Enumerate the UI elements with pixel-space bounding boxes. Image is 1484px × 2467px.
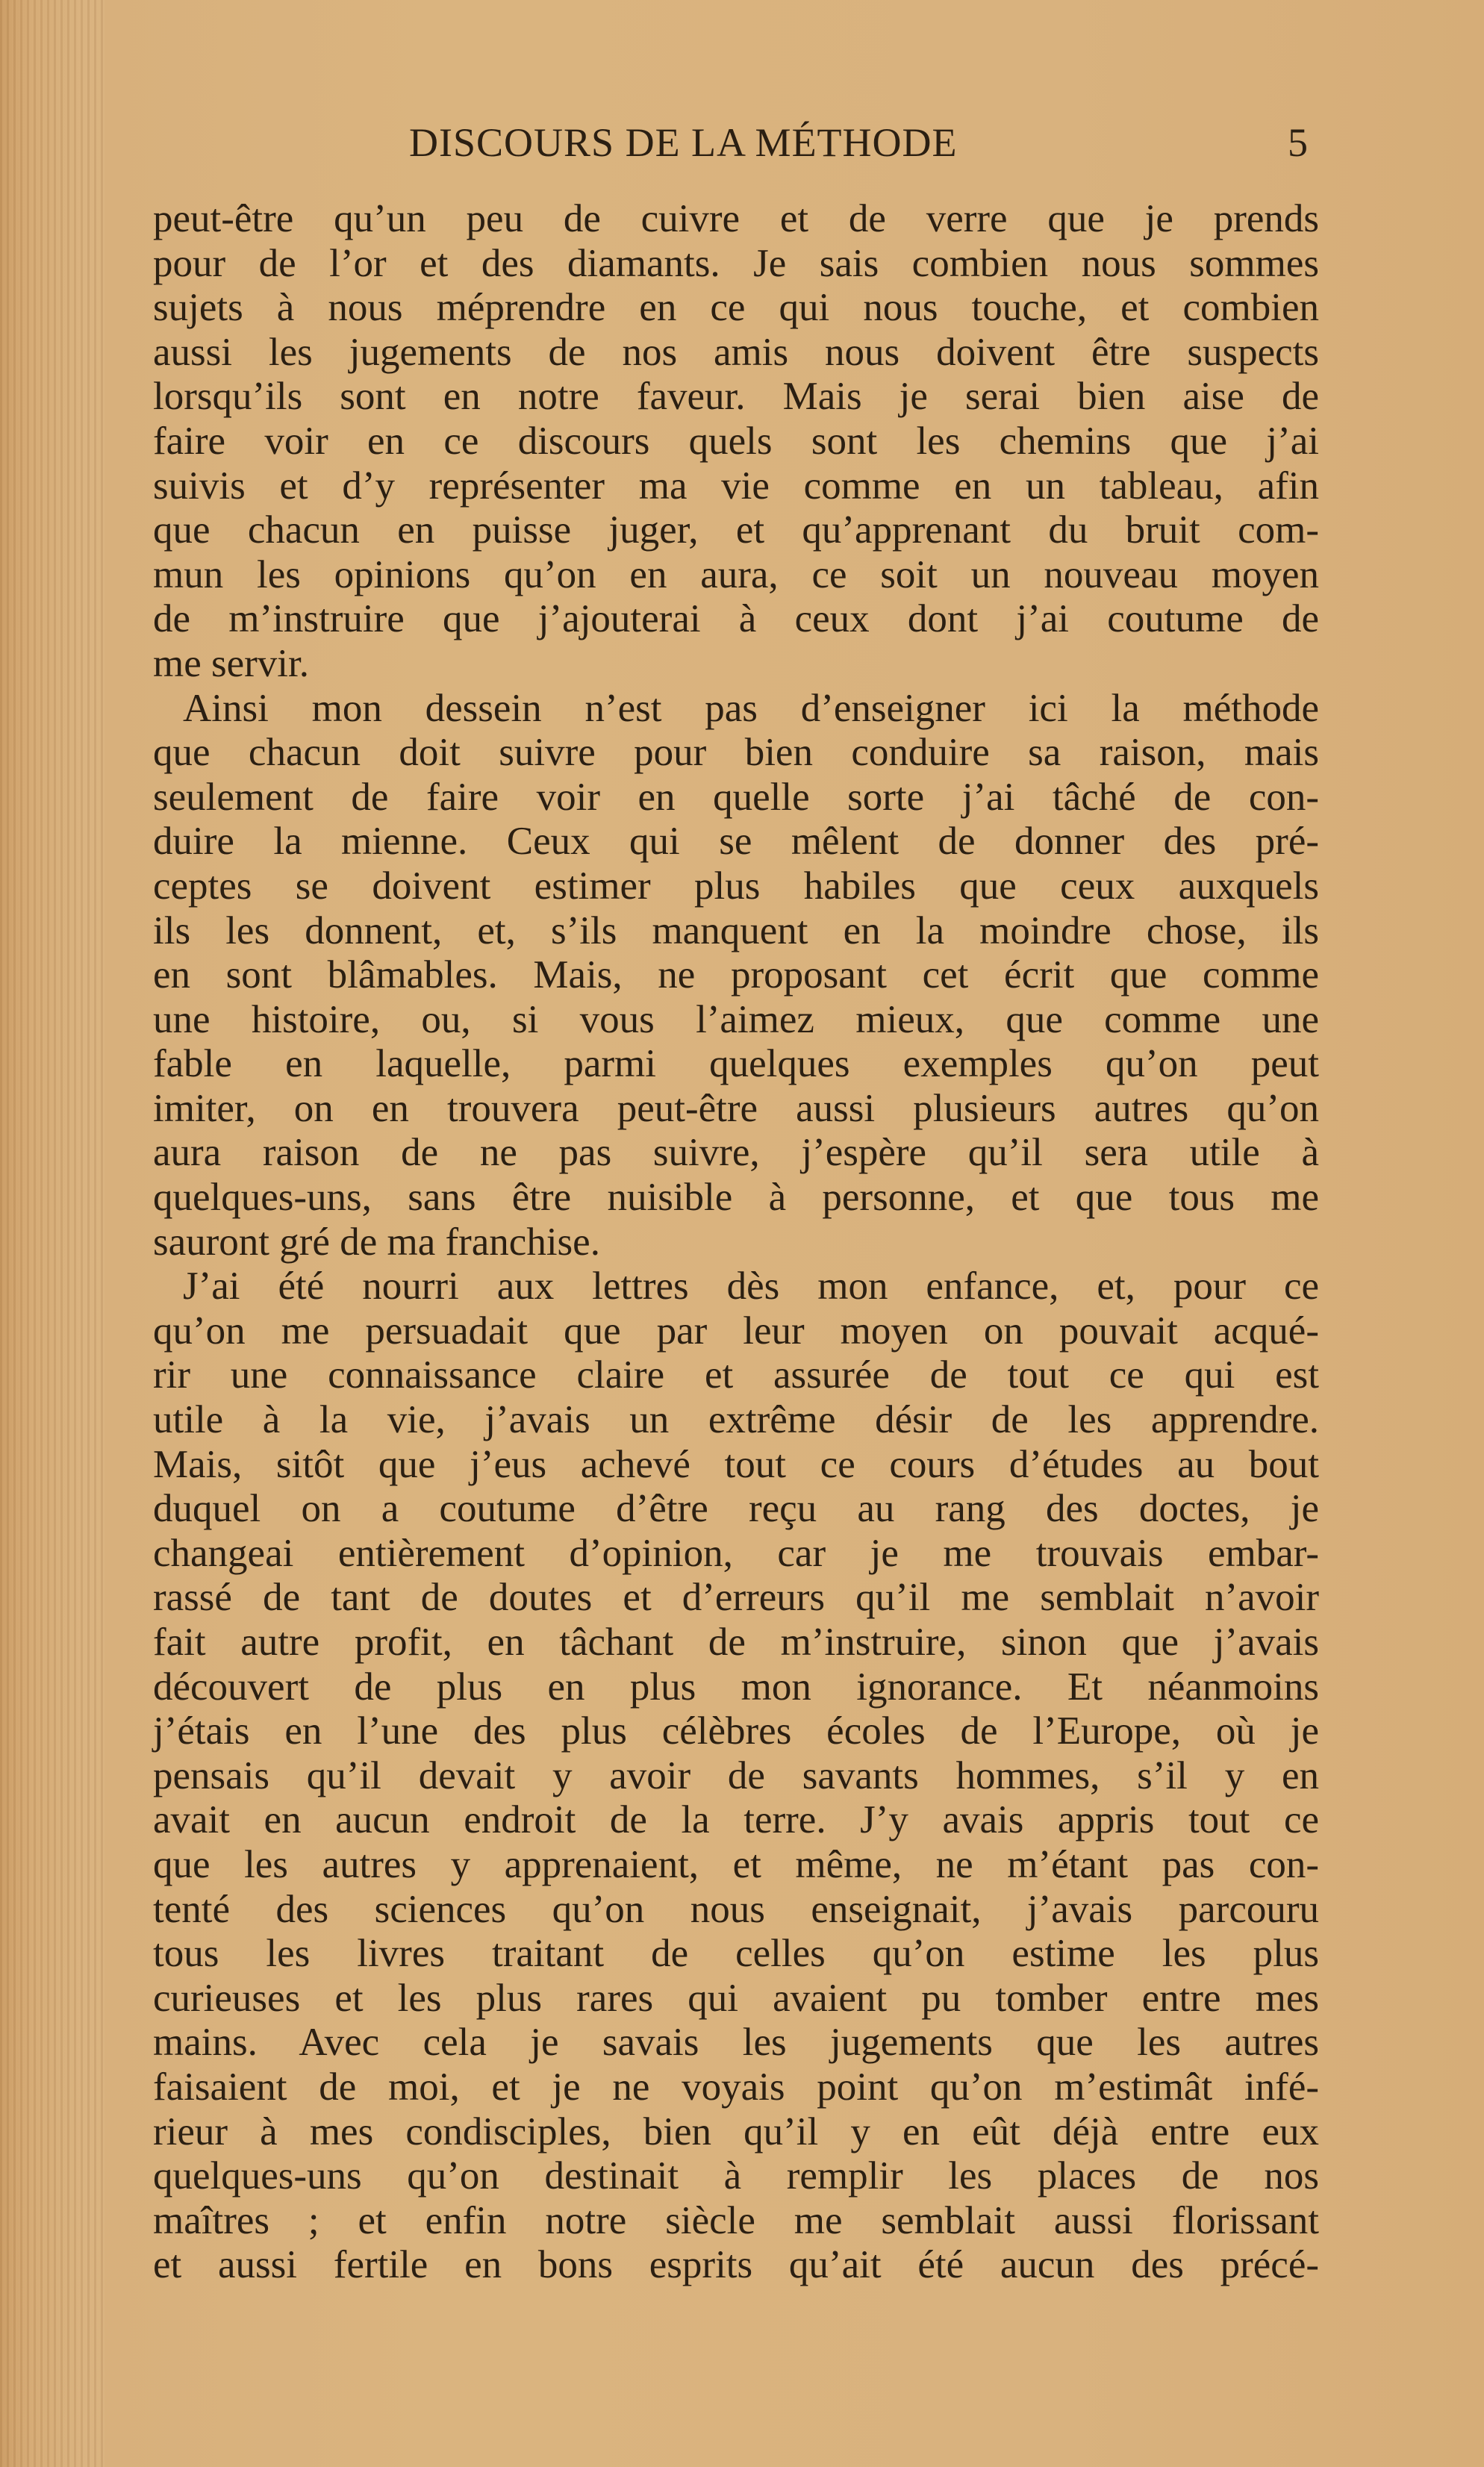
text-line: imiter, on en trouvera peut-être aussi plusieurs autres qu’on bbox=[153, 1086, 1319, 1130]
body-text bbox=[153, 197, 1319, 2288]
text-line: découvert de plus en plus mon ignorance. Et néanmoins bbox=[153, 1665, 1319, 1709]
text-line: et aussi fertile en bons esprits qu’ait été aucun des précé- bbox=[153, 2243, 1319, 2287]
text-line: duire la mienne. Ceux qui se mêlent de donner des pré- bbox=[153, 820, 1319, 864]
text-line: pensais qu’il devait y avoir de savants hommes, s’il y en bbox=[153, 1753, 1319, 1797]
text-line: Mais, sitôt que j’eus achevé tout ce cours d’études au bout bbox=[153, 1442, 1319, 1486]
text-line: faisaient de moi, et je ne voyais point qu’on m’estimât infé- bbox=[153, 2065, 1319, 2109]
text-line: tous les livres traitant de celles qu’on estime les plus bbox=[153, 1932, 1319, 1976]
text-line: duquel on a coutume d’être reçu au rang des doctes, je bbox=[153, 1487, 1319, 1531]
text-line: que les autres y apprenaient, et même, ne m’étant pas con- bbox=[153, 1842, 1319, 1886]
text-line: sauront gré de ma franchise. bbox=[153, 1220, 600, 1264]
text-line: me servir. bbox=[153, 641, 309, 685]
text-line: aussi les jugements de nos amis nous doivent être suspects bbox=[153, 330, 1319, 374]
text-line: Ainsi mon dessein n’est pas d’enseigner ici la méthode bbox=[183, 686, 1319, 730]
text-line: suivis et d’y représenter ma vie comme en un tableau, afin bbox=[153, 464, 1319, 508]
text-line: mains. Avec cela je savais les jugements que les autres bbox=[153, 2021, 1319, 2065]
text-line: pour de l’or et des diamants. Je sais combien nous sommes bbox=[153, 241, 1319, 285]
text-line: rieur à mes condisciples, bien qu’il y en eût déjà entre eux bbox=[153, 2109, 1319, 2153]
text-line: utile à la vie, j’avais un extrême désir de les apprendre. bbox=[153, 1398, 1319, 1442]
text-line: curieuses et les plus rares qui avaient pu tomber entre mes bbox=[153, 1976, 1319, 2020]
text-line: mun les opinions qu’on en aura, ce soit un nouveau moyen bbox=[153, 552, 1319, 596]
running-title: DISCOURS DE LA MÉTHODE bbox=[409, 120, 958, 165]
text-line: quelques-uns qu’on destinait à remplir les places de nos bbox=[153, 2154, 1319, 2198]
text-line: fait autre profit, en tâchant de m’instruire, sinon que j’avais bbox=[153, 1621, 1319, 1664]
text-line: faire voir en ce discours quels sont les chemins que j’ai bbox=[153, 419, 1319, 463]
text-line: de m’instruire que j’ajouterai à ceux dont j’ai coutume de bbox=[153, 597, 1319, 641]
text-line: que chacun en puisse juger, et qu’apprenant du bruit com- bbox=[153, 508, 1319, 552]
text-line: maîtres ; et enfin notre siècle me semblait aussi florissant bbox=[153, 2198, 1319, 2242]
text-line: avait en aucun endroit de la terre. J’y avais appris tout ce bbox=[153, 1798, 1319, 1842]
text-line: J’ai été nourri aux lettres dès mon enfance, et, pour ce bbox=[183, 1264, 1319, 1309]
text-line: j’étais en l’une des plus célèbres écoles de l’Europe, où je bbox=[153, 1709, 1319, 1753]
page-number: 5 bbox=[1288, 120, 1308, 165]
text-line: ceptes se doivent estimer plus habiles que ceux auxquels bbox=[153, 864, 1319, 908]
text-line: seulement de faire voir en quelle sorte j’ai tâché de con- bbox=[153, 775, 1319, 819]
page-gutter-shadow bbox=[0, 0, 105, 2467]
text-line: changeai entièrement d’opinion, car je me trouvais embar- bbox=[153, 1531, 1319, 1575]
text-line: aura raison de ne pas suivre, j’espère qu’il sera utile à bbox=[153, 1131, 1319, 1175]
text-line: rir une connaissance claire et assurée de tout ce qui est bbox=[153, 1353, 1319, 1397]
text-line: rassé de tant de doutes et d’erreurs qu’il me semblait n’avoir bbox=[153, 1576, 1319, 1620]
text-line: ils les donnent, et, s’ils manquent en la moindre chose, ils bbox=[153, 908, 1319, 952]
text-line: fable en laquelle, parmi quelques exemples qu’on peut bbox=[153, 1042, 1319, 1086]
text-line: que chacun doit suivre pour bien conduire sa raison, mais bbox=[153, 731, 1319, 775]
text-line: lorsqu’ils sont en notre faveur. Mais je serai bien aise de bbox=[153, 375, 1319, 419]
text-line: quelques-uns, sans être nuisible à personne, et que tous me bbox=[153, 1176, 1319, 1220]
text-line: en sont blâmables. Mais, ne proposant cet écrit que comme bbox=[153, 953, 1319, 997]
text-line: peut-être qu’un peu de cuivre et de verre que je prends bbox=[153, 197, 1319, 240]
text-line: sujets à nous méprendre en ce qui nous touche, et combien bbox=[153, 286, 1319, 330]
text-line: une histoire, ou, si vous l’aimez mieux, que comme une bbox=[153, 997, 1319, 1041]
text-line: qu’on me persuadait que par leur moyen on pouvait acqué- bbox=[153, 1309, 1319, 1353]
text-line: tenté des sciences qu’on nous enseignait, j’avais parcouru bbox=[153, 1887, 1319, 1931]
page-header bbox=[0, 119, 1484, 164]
